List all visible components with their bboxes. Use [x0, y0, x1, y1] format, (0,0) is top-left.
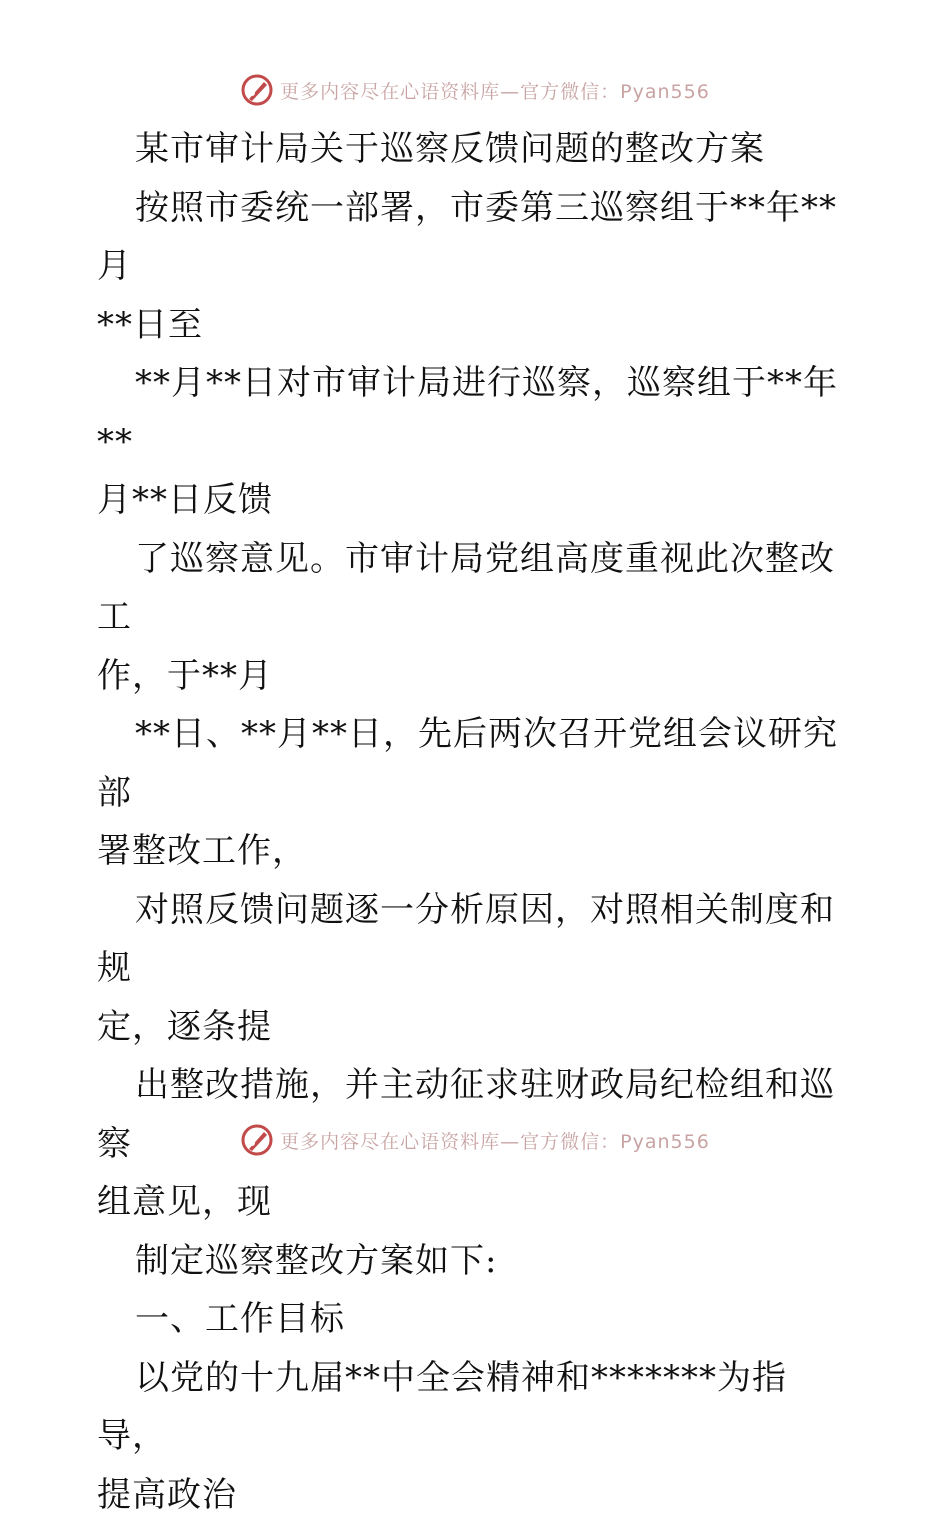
- text-line: 对照反馈问题逐一分析原因，对照相关制度和规: [97, 881, 855, 998]
- header-watermark: [0, 70, 950, 110]
- text-line: 出整改措施，并主动征求驻财政局纪检组和巡察: [97, 1056, 855, 1173]
- text-line: 定，逐条提: [97, 998, 855, 1057]
- text-line: 了巡察意见。市审计局党组高度重视此次整改工: [97, 530, 855, 647]
- text-line: 作，于**月: [97, 647, 855, 706]
- pen-logo-icon: [240, 73, 274, 107]
- text-line: 按照市委统一部署，市委第三巡察组于**年**月: [97, 179, 855, 296]
- section-heading: 一、工作目标: [97, 1290, 855, 1349]
- document-body: [97, 120, 855, 1524]
- text-line: 以党的十九届**中全会精神和*******为指导，: [97, 1349, 855, 1466]
- text-line: **月**日对市审计局进行巡察，巡察组于**年**: [97, 354, 855, 471]
- text-line: 月**日反馈: [97, 471, 855, 530]
- watermark-text: 更多内容尽在心语资料库—官方微信：Pyan556: [280, 1127, 710, 1154]
- watermark-text: 更多内容尽在心语资料库—官方微信：Pyan556: [280, 77, 710, 104]
- document-title: 某市审计局关于巡察反馈问题的整改方案: [97, 120, 855, 179]
- pen-logo-icon: [240, 1123, 274, 1157]
- text-line: 提高政治: [97, 1466, 855, 1524]
- text-line: **日至: [97, 296, 855, 355]
- text-line: 组意见，现: [97, 1173, 855, 1232]
- footer-watermark: [0, 1120, 950, 1160]
- text-line: 制定巡察整改方案如下:: [97, 1232, 855, 1291]
- text-line: 署整改工作，: [97, 822, 855, 881]
- text-line: **日、**月**日，先后两次召开党组会议研究部: [97, 705, 855, 822]
